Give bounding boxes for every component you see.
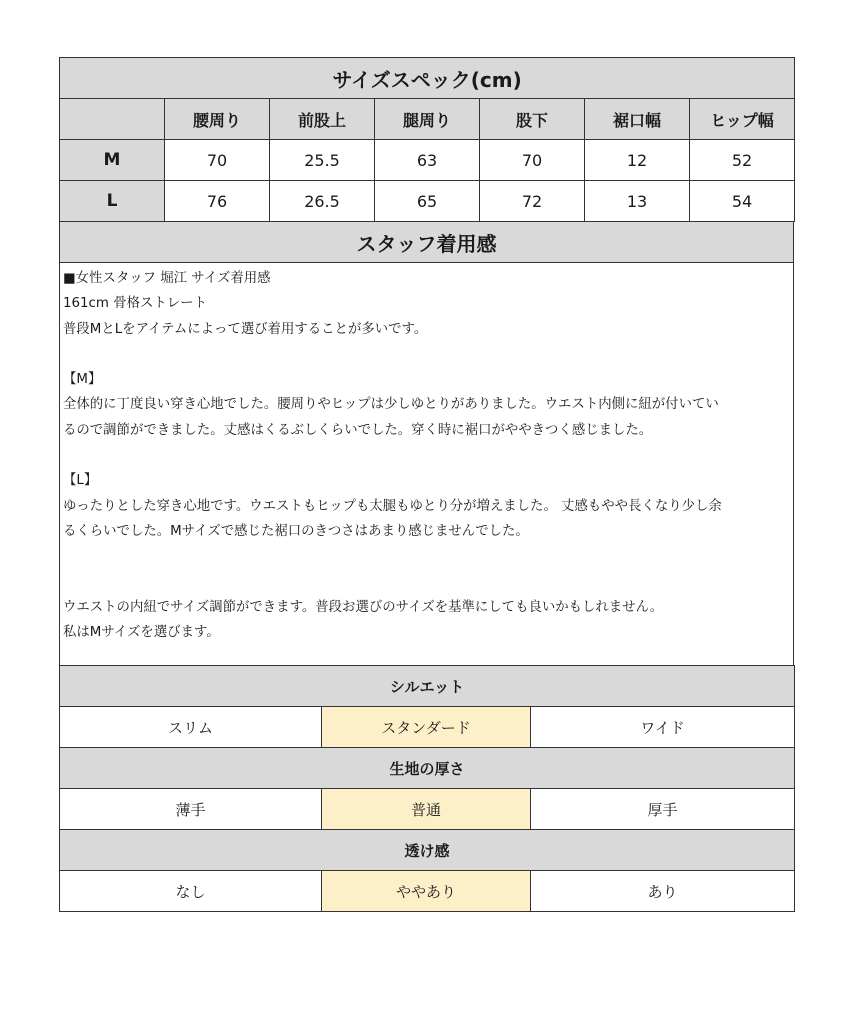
category-title-silhouette: シルエット [60, 666, 795, 707]
review-line: 161cm 骨格ストレート [63, 296, 207, 312]
review-line [63, 570, 793, 595]
staff-review-table [59, 221, 794, 666]
col-header-hip-width: ヒップ幅 [690, 99, 795, 140]
size-spec-header-row [60, 99, 795, 140]
cell-value: 70 [480, 140, 585, 181]
cell-value: 52 [690, 140, 795, 181]
staff-review-title: スタッフ着用感 [60, 222, 794, 263]
review-line: るので調節ができました。丈感はくるぶしくらいでした。穿く時に裾口がややきつく感じました。 [63, 422, 653, 438]
cell-value: 70 [165, 140, 270, 181]
staff-review-body [60, 263, 794, 666]
option-yes: あり [531, 871, 795, 912]
option-slightly: ややあり [322, 871, 531, 912]
review-line: ゆったりとした穿き心地です。ウエストもヒップも太腿もゆとり分が増えました。 丈感もやや長くなり少し余 [63, 498, 722, 514]
category-title-sheerness: 透け感 [60, 830, 795, 871]
cell-value: 72 [480, 181, 585, 222]
size-spec-table [59, 57, 795, 222]
option-normal: 普通 [322, 789, 531, 830]
category-options-silhouette [60, 707, 795, 748]
review-line [63, 443, 793, 468]
category-options-sheerness [60, 871, 795, 912]
review-line: ウエストの内紐でサイズ調節ができます。普段お選びのサイズを基準にしても良いかもしれません。 [63, 599, 664, 615]
option-standard: スタンダード [322, 707, 531, 748]
category-title-fabric-thickness: 生地の厚さ [60, 748, 795, 789]
cell-value: 63 [375, 140, 480, 181]
size-row-l [60, 181, 795, 222]
review-line [63, 342, 793, 367]
corner-cell [60, 99, 165, 140]
cell-value: 76 [165, 181, 270, 222]
review-line: ■女性スタッフ 堀江 サイズ着用感 [63, 271, 271, 286]
cell-value: 13 [585, 181, 690, 222]
size-row-m [60, 140, 795, 181]
cell-value: 54 [690, 181, 795, 222]
option-none: なし [60, 871, 322, 912]
col-header-inseam: 股下 [480, 99, 585, 140]
review-line: 【L】 [63, 473, 98, 489]
fit-attributes-table [59, 665, 795, 912]
review-line: 【M】 [63, 372, 102, 388]
row-label: M [60, 140, 165, 181]
review-line: るくらいでした。Mサイズで感じた裾口のきつさはあまり感じませんでした。 [63, 523, 529, 539]
review-line: 全体的に丁度良い穿き心地でした。腰周りやヒップは少しゆとりがありました。ウエスト内側に紐が付いてい [63, 397, 719, 413]
col-header-hem-width: 裾口幅 [585, 99, 690, 140]
option-thick: 厚手 [531, 789, 795, 830]
row-label: L [60, 181, 165, 222]
category-options-fabric-thickness [60, 789, 795, 830]
cell-value: 25.5 [270, 140, 375, 181]
option-slim: スリム [60, 707, 322, 748]
size-sheet [59, 57, 794, 912]
review-line: 私はMサイズを選びます。 [63, 625, 220, 641]
size-spec-title: サイズスペック(cm) [60, 58, 795, 99]
col-header-waist: 腰周り [165, 99, 270, 140]
cell-value: 26.5 [270, 181, 375, 222]
cell-value: 12 [585, 140, 690, 181]
col-header-thigh: 腿周り [375, 99, 480, 140]
cell-value: 65 [375, 181, 480, 222]
review-line [63, 544, 793, 569]
option-thin: 薄手 [60, 789, 322, 830]
option-wide: ワイド [531, 707, 795, 748]
col-header-front-rise: 前股上 [270, 99, 375, 140]
review-line: 普段MとLをアイテムによって選び着用することが多いです。 [63, 321, 428, 337]
